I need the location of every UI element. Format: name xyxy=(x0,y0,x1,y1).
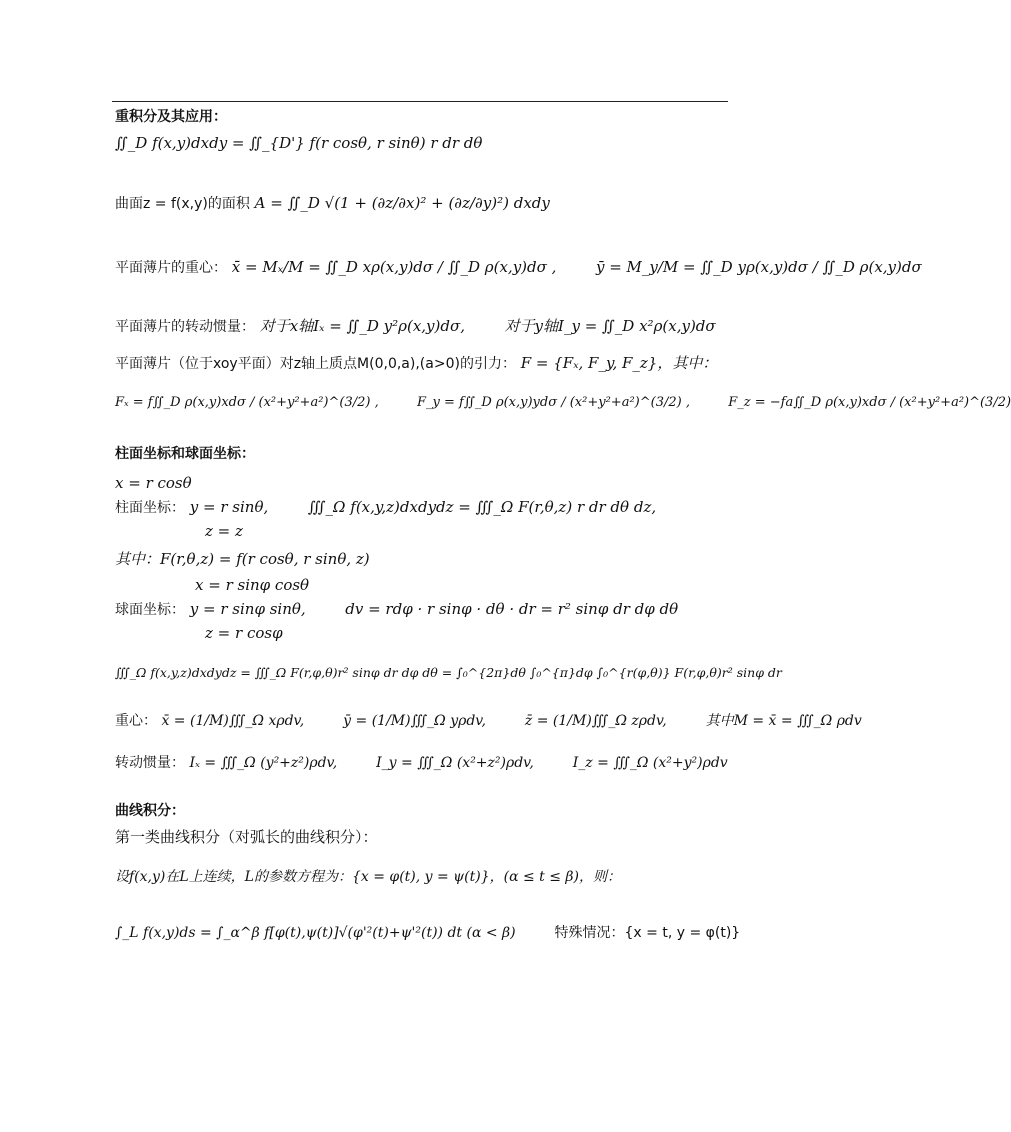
formula-centroid xyxy=(115,256,922,279)
surface-area-expression: A = ∬_D √(1 + (∂z/∂x)² + (∂z/∂y)²) dxdy xyxy=(254,194,550,212)
line-integral-parametric-condition: 设f(x,y)在L上连续，L的参数方程为：{x = φ(t), y = ψ(t)}，(α ≤ t ≤ β)，则： xyxy=(115,869,621,885)
centroid-3d-x: x̄ = (1/M)∭_Ω xρdv, xyxy=(161,713,305,729)
gravitation-label: 平面薄片（位于xoy平面）对z轴上质点M(0,0,a),(a>0)的引力： xyxy=(115,356,516,372)
inertia-label: 平面薄片的转动惯量： xyxy=(115,319,255,335)
section-double-integral: 重积分及其应用： xyxy=(115,109,227,125)
header-rule xyxy=(112,101,728,102)
formula-surface-area xyxy=(115,192,550,215)
gravitation-vector: F = {Fₓ, F_y, F_z}，其中： xyxy=(520,354,718,372)
spherical-label: 球面坐标： xyxy=(115,602,185,618)
surface-area-label: 曲面z = f(x,y)的面积 xyxy=(115,196,250,212)
centroid-label: 平面薄片的重心： xyxy=(115,260,227,276)
formula-spherical xyxy=(115,598,678,621)
gravitation-fx: Fₓ = f∬_D ρ(x,y)xdσ / (x²+y²+a²)^(3/2) , xyxy=(115,395,379,410)
formula-inertia-3d xyxy=(115,752,728,774)
cyl-system-row-1: x = r cosθ xyxy=(115,474,192,492)
section-line-integral: 曲线积分： xyxy=(115,803,185,819)
sph-system-row-2: y = r sinφ sinθ, xyxy=(189,600,306,618)
formula-gravitation-components xyxy=(115,392,1011,414)
formula-line-integral-first-kind xyxy=(115,922,740,944)
first-kind-line-integral-title: 第一类曲线积分（对弧长的曲线积分）： xyxy=(115,828,378,846)
section-cylindrical-spherical: 柱面坐标和球面坐标： xyxy=(115,446,255,462)
centroid-3d-mass: 其中M = x̄ = ∭_Ω ρdv xyxy=(705,713,862,729)
cyl-system-row-2: y = r sinθ, xyxy=(189,498,269,516)
formula-spherical-triple-integral: ∭_Ω f(x,y,z)dxdydz = ∭_Ω F(r,φ,θ)r² sinφ dr dφ dθ = ∫₀^{2π}dθ ∫₀^{π}dφ ∫₀^{r(φ,θ)} F(r,φ,θ)r² sinφ dr xyxy=(115,665,782,680)
cylindrical-label: 柱面坐标： xyxy=(115,500,185,516)
cyl-system-row-3: z = z xyxy=(205,522,243,540)
formula-polar-double-integral: ∬_D f(x,y)dxdy = ∬_{D'} f(r cosθ, r sinθ) r dr dθ xyxy=(115,134,483,152)
inertia-3d-x: Iₓ = ∭_Ω (y²+z²)ρdv, xyxy=(189,755,338,771)
centroid-y: ȳ = M_y/M = ∬_D yρ(x,y)dσ / ∬_D ρ(x,y)dσ xyxy=(595,258,922,276)
gravitation-fy: F_y = f∬_D ρ(x,y)ydσ / (x²+y²+a²)^(3/2) , xyxy=(417,395,690,410)
line-integral-expression: ∫_L f(x,y)ds = ∫_α^β f[φ(t),ψ(t)]√(φ'²(t)+ψ'²(t)) dt (α < β) xyxy=(115,925,516,941)
formula-cylindrical-F: 其中：F(r,θ,z) = f(r cosθ, r sinθ, z) xyxy=(115,550,370,568)
centroid-3d-y: ȳ = (1/M)∭_Ω yρdv, xyxy=(343,713,487,729)
inertia-3d-z: I_z = ∭_Ω (x²+y²)ρdv xyxy=(572,755,728,771)
centroid-3d-label: 重心： xyxy=(115,713,157,729)
formula-gravitation-intro xyxy=(115,352,717,375)
formula-moment-of-inertia-plane xyxy=(115,315,716,338)
formula-centroid-3d xyxy=(115,710,862,732)
inertia-y: 对于y轴I_y = ∬_D x²ρ(x,y)dσ xyxy=(504,317,716,335)
gravitation-fz: F_z = −fa∬_D ρ(x,y)xdσ / (x²+y²+a²)^(3/2) xyxy=(728,395,1011,410)
centroid-3d-z: z̄ = (1/M)∭_Ω zρdv, xyxy=(524,713,667,729)
cylindrical-integral: ∭_Ω f(x,y,z)dxdydz = ∭_Ω F(r,θ,z) r dr dθ dz, xyxy=(307,498,657,516)
inertia-3d-label: 转动惯量： xyxy=(115,755,185,771)
centroid-x: x̄ = Mₓ/M = ∬_D xρ(x,y)dσ / ∬_D ρ(x,y)dσ , xyxy=(231,258,557,276)
inertia-x: 对于x轴Iₓ = ∬_D y²ρ(x,y)dσ, xyxy=(259,317,465,335)
spherical-volume-element: dv = rdφ · r sinφ · dθ · dr = r² sinφ dr dφ dθ xyxy=(345,600,679,618)
special-case: 特殊情况：{x = t, y = φ(t)} xyxy=(554,925,741,941)
inertia-3d-y: I_y = ∭_Ω (x²+z²)ρdv, xyxy=(376,755,534,771)
formula-cylindrical xyxy=(115,496,656,519)
sph-system-row-1: x = r sinφ cosθ xyxy=(195,576,310,594)
sph-system-row-3: z = r cosφ xyxy=(205,624,283,642)
